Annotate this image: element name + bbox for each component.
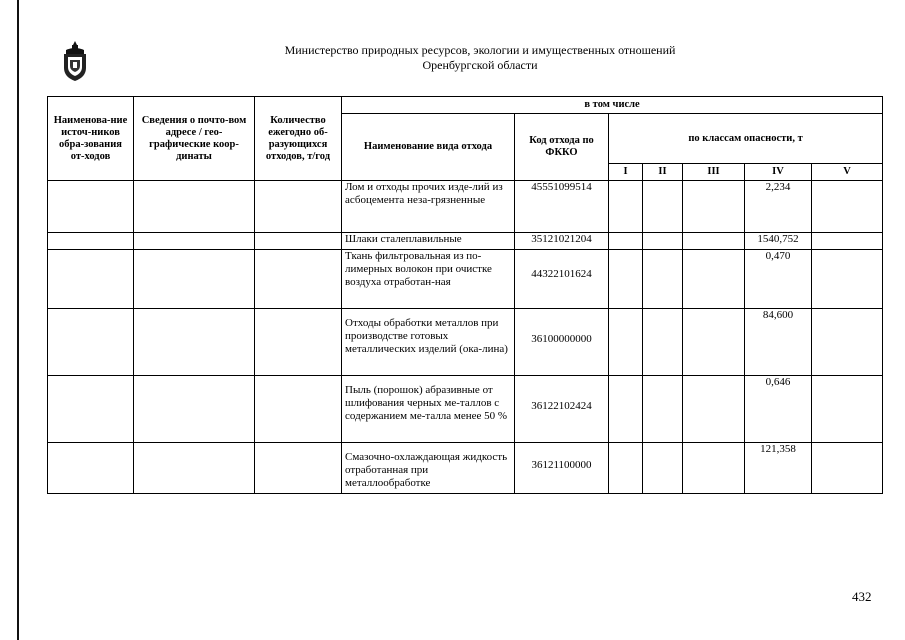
header-hazard-classes: по классам опасности, т — [609, 114, 883, 164]
table-row — [48, 250, 883, 309]
waste-table — [47, 96, 883, 494]
ministry-name: Министерство природных ресурсов, экологии и имущественных отношений — [284, 43, 676, 57]
class-iv-amount: 121,358 — [745, 443, 812, 494]
header-class-iii: III — [683, 164, 745, 181]
table-row — [48, 443, 883, 494]
class-iv-amount: 0,646 — [745, 376, 812, 443]
fkko-code-cell: 36100000000 — [515, 309, 609, 376]
region-name: Оренбургской области — [422, 58, 538, 72]
class-iv-amount: 0,470 — [745, 250, 812, 309]
fkko-code-cell: 44322101624 — [515, 250, 609, 309]
page-number: 432 — [852, 589, 872, 604]
fkko-code-cell: 36122102424 — [515, 376, 609, 443]
table-row — [48, 181, 883, 233]
header-including: в том числе — [342, 97, 883, 114]
table-row — [48, 233, 883, 250]
header-quantity: Количество ежегодно об-разующихся отходов, т/год — [255, 97, 342, 181]
header-class-i: I — [609, 164, 643, 181]
header-class-ii: II — [643, 164, 683, 181]
waste-name-cell: Шлаки сталеплавильные — [342, 233, 515, 250]
waste-name-cell: Смазочно-охлаждающая жидкость отработанная при металлообработке — [342, 443, 515, 494]
scan-edge-line — [17, 0, 19, 640]
fkko-code-cell: 45551099514 — [515, 181, 609, 233]
waste-name-cell: Пыль (порошок) абразивные от шлифования черных ме-таллов с содержанием ме-талла менее 50 % — [342, 376, 515, 443]
waste-name-cell: Ткань фильтровальная из по-лимерных волокон при очистке воздуха отработан-ная — [342, 250, 515, 309]
coat-of-arms-icon — [60, 40, 90, 82]
table-row — [48, 309, 883, 376]
header-waste-name: Наименование вида отхода — [342, 114, 515, 181]
header-class-v: V — [812, 164, 883, 181]
header-class-iv: IV — [745, 164, 812, 181]
class-iv-amount: 2,234 — [745, 181, 812, 233]
table-row — [48, 376, 883, 443]
header-source: Наименова-ние источ-ников обра-зования от-ходов — [48, 97, 134, 181]
header-address: Сведения о почто-вом адресе / гео-графические коор-динаты — [134, 97, 255, 181]
fkko-code-cell: 36121100000 — [515, 443, 609, 494]
class-iv-amount: 1540,752 — [745, 233, 812, 250]
fkko-code-cell: 35121021204 — [515, 233, 609, 250]
header-fkko-code: Код отхода по ФККО — [515, 114, 609, 181]
waste-name-cell: Отходы обработки металлов при производстве готовых металлических изделий (ока-лина) — [342, 309, 515, 376]
waste-name-cell: Лом и отходы прочих изде-лий из асбоцемента неза-грязненные — [342, 181, 515, 233]
class-iv-amount: 84,600 — [745, 309, 812, 376]
